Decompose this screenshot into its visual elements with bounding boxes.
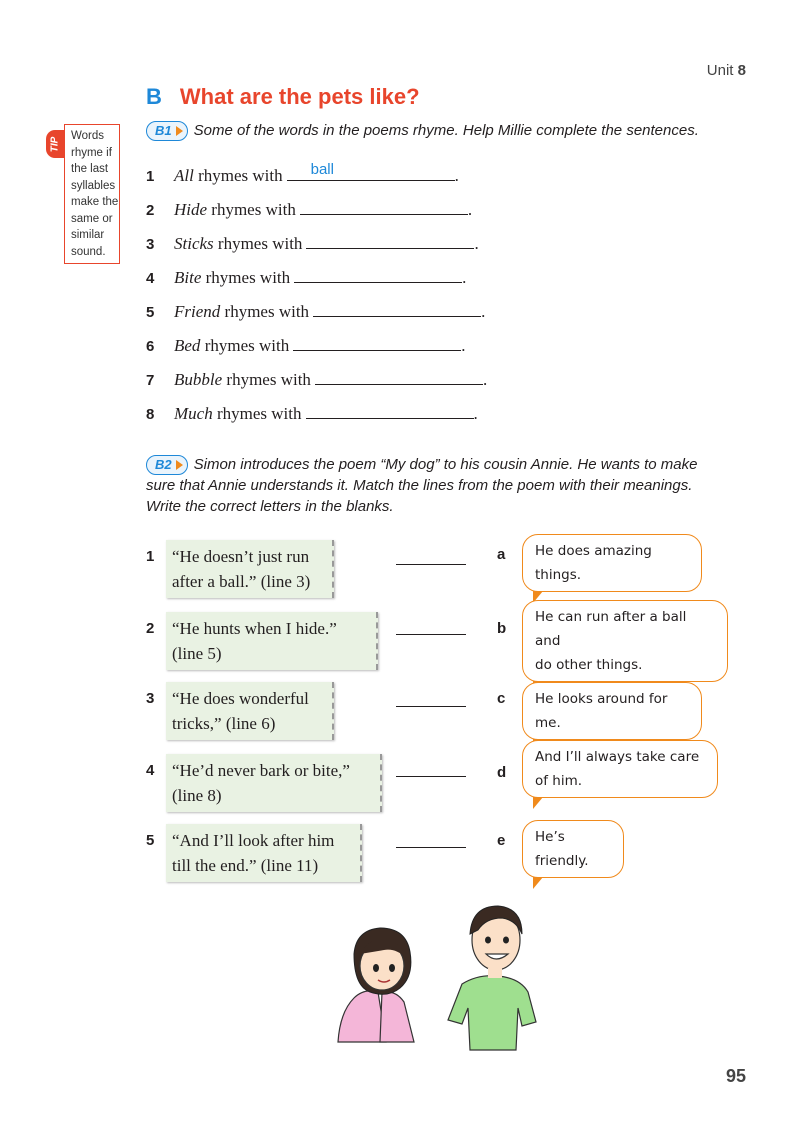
meaning-bubble: He does amazing things.	[522, 534, 702, 592]
b1-item: 2 Hide rhymes with .	[146, 200, 473, 219]
answer-blank[interactable]	[306, 402, 474, 419]
poem-line-card: “And I’ll look after him till the end.” (line 11)	[166, 824, 362, 882]
tip-box: Words rhyme if the last syllables make the same or similar sound.	[64, 124, 120, 264]
poem-line-card: “He does wonderful tricks,” (line 6)	[166, 682, 334, 740]
match-number: 4	[146, 762, 155, 779]
answer-blank[interactable]	[293, 334, 461, 351]
bubble-tail	[533, 877, 543, 889]
b1-item: 3 Sticks rhymes with .	[146, 234, 479, 253]
children-illustration	[330, 892, 560, 1052]
section-title	[146, 84, 420, 110]
b1-item: 8 Much rhymes with .	[146, 404, 478, 423]
tip-badge: TIP	[46, 130, 64, 158]
match-number: 5	[146, 832, 155, 849]
poem-line-card: “He’d never bark or bite,” (line 8)	[166, 754, 382, 812]
play-arrow-icon	[176, 460, 183, 470]
match-blank[interactable]	[396, 634, 466, 635]
b1-badge: B1	[146, 121, 188, 141]
b1-item: 7 Bubble rhymes with .	[146, 370, 488, 389]
b1-item: 4 Bite rhymes with .	[146, 268, 467, 287]
answer-blank[interactable]	[306, 232, 474, 249]
b1-item: 5 Friend rhymes with .	[146, 302, 486, 321]
meaning-letter: d	[497, 764, 507, 781]
match-number: 1	[146, 548, 155, 565]
meaning-bubble: He’s friendly.	[522, 820, 624, 878]
b2-instruction: B2 Simon introduces the poem “My dog” to his cousin Annie. He wants to make sure that Annie understands it. Match the lines from the poem with their meanings. Write the correct letters in the blanks.	[146, 456, 698, 515]
match-number: 2	[146, 620, 155, 637]
answer-blank[interactable]	[287, 161, 455, 181]
unit-label: Unit 8	[706, 62, 746, 79]
play-arrow-icon	[176, 126, 183, 136]
page-number: 95	[725, 1066, 746, 1086]
match-number: 3	[146, 690, 155, 707]
meaning-bubble: He can run after a ball and do other things.	[522, 600, 728, 682]
meaning-bubble: He looks around for me.	[522, 682, 702, 740]
meaning-letter: c	[497, 690, 506, 707]
poem-line-card: “He doesn’t just run after a ball.” (line 3)	[166, 540, 334, 598]
match-blank[interactable]	[396, 776, 466, 777]
meaning-letter: a	[497, 546, 506, 563]
poem-line-card: “He hunts when I hide.” (line 5)	[166, 612, 378, 670]
answer-blank[interactable]	[294, 266, 462, 283]
answer-text: ball	[310, 161, 334, 178]
answer-blank[interactable]	[300, 198, 468, 215]
match-blank[interactable]	[396, 847, 466, 848]
meaning-letter: b	[497, 620, 507, 637]
meaning-letter: e	[497, 832, 506, 849]
section-letter: B	[146, 84, 162, 109]
meaning-bubble: And I’ll always take care of him.	[522, 740, 718, 798]
b2-badge: B2	[146, 455, 188, 475]
section-title-text: What are the pets like?	[179, 84, 420, 109]
match-blank[interactable]	[396, 564, 466, 565]
b1-instruction: B1 Some of the words in the poems rhyme. Help Millie complete the sentences.	[146, 120, 746, 141]
answer-blank[interactable]	[313, 300, 481, 317]
answer-blank[interactable]	[315, 368, 483, 385]
match-blank[interactable]	[396, 706, 466, 707]
boy-figure	[448, 906, 536, 1050]
b1-item: 1 All rhymes with ball .	[146, 161, 459, 185]
bubble-tail	[533, 797, 543, 809]
b1-item: 6 Bed rhymes with .	[146, 336, 466, 355]
girl-figure	[338, 928, 414, 1042]
